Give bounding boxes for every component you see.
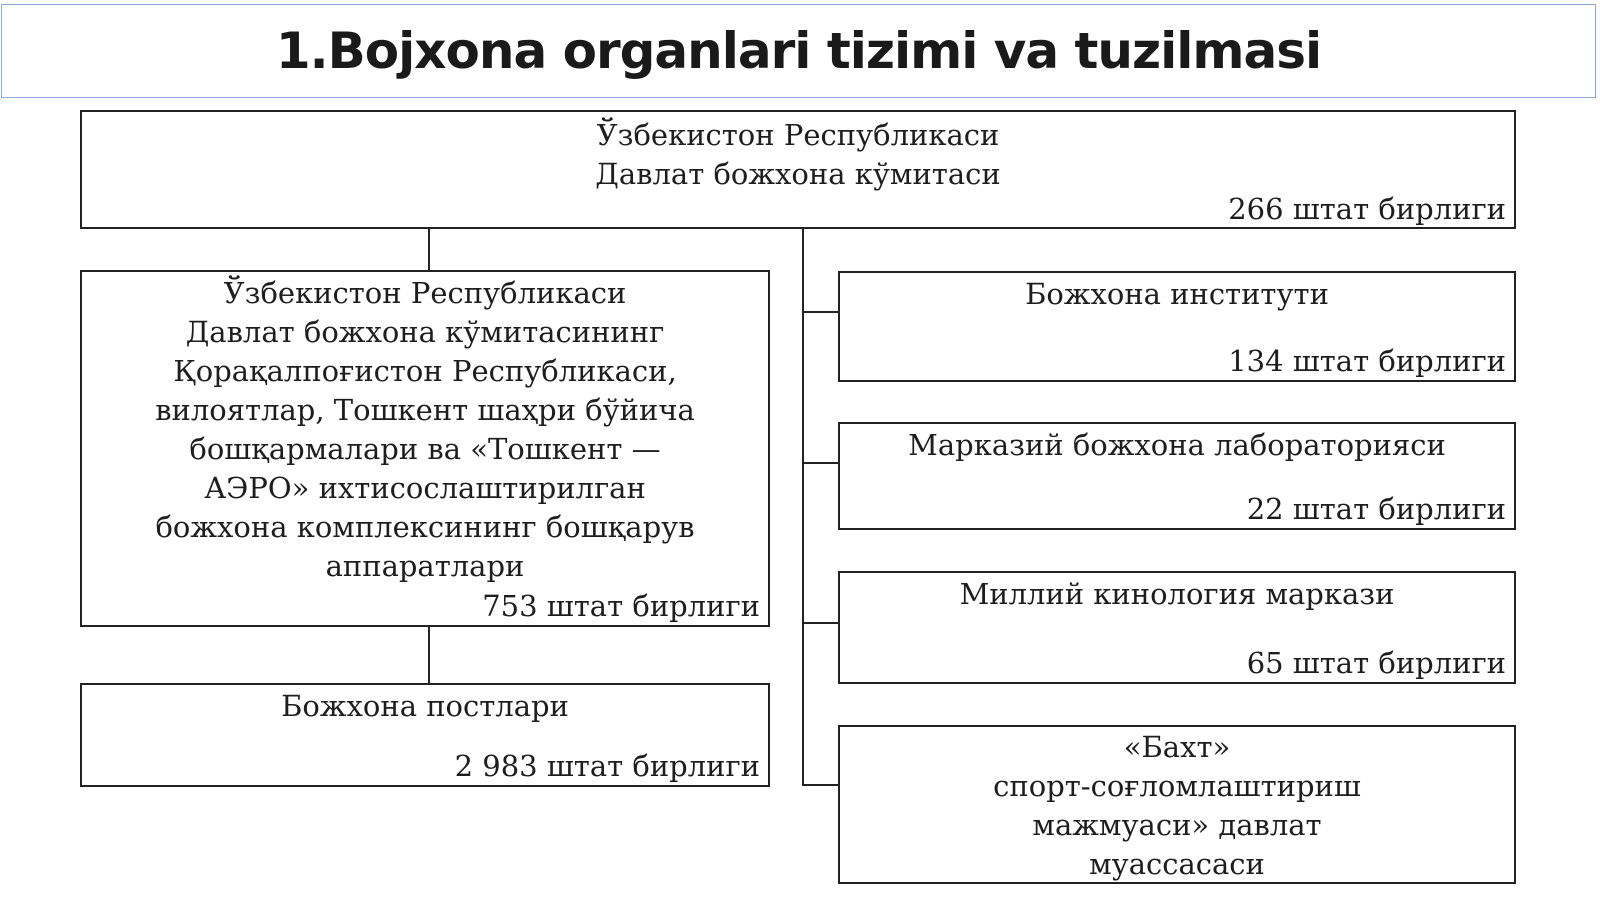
connector-to-institute [802,311,838,313]
regional-name-line: Давлат божхона кўмитасининг [185,315,665,349]
laboratory-staff: 22 штат бирлиги [1246,492,1506,526]
regional-administrations-box [80,270,770,627]
customs-posts-box [80,683,770,787]
connector-committee-to-regional [428,228,430,271]
committee-name-line: Давлат божхона кўмитаси [595,157,1001,191]
sport-complex-box [838,725,1516,884]
cynology-center-box [838,571,1516,684]
committee-name-line: Ўзбекистон Республикаси [596,118,1000,152]
regional-name-line: Қорақалпоғистон Республикаси, [173,354,677,388]
cynology-name: Миллий кинология маркази [959,577,1395,611]
regional-name-line: божхона комплексининг бошқарув [155,510,695,544]
regional-name-line: Ўзбекистон Республикаси [223,276,627,310]
sport-name [840,728,1514,884]
laboratory-name: Марказий божхона лабораторияси [908,428,1446,462]
sport-name-line: «Бахт» [1123,730,1231,764]
customs-institute-box [838,271,1516,382]
sport-name-line: спорт-соғломлаштириш [993,769,1361,803]
central-laboratory-box [838,422,1516,530]
regional-name-line: вилоятлар, Тошкент шаҳри бўйича [155,393,695,427]
posts-staff: 2 983 штат бирлиги [454,749,760,783]
regional-name-line: АЭРО» ихтисослаштирилган [204,471,646,505]
regional-name-line: аппаратлари [325,549,525,583]
institute-name: Божхона институти [1025,277,1329,311]
title-bar [1,4,1596,98]
sport-name-line: мажмуаси» давлат [1032,808,1322,842]
committee-box [80,110,1516,229]
posts-name: Божхона постлари [281,689,569,723]
connector-to-laboratory [802,462,838,464]
connector-regional-to-posts [428,626,430,684]
connector-to-cynology [802,622,838,624]
regional-staff: 753 штат бирлиги [482,589,760,623]
connector-to-sport [802,784,838,786]
committee-name [82,116,1514,194]
committee-staff: 266 штат бирлиги [1228,192,1506,226]
page-title: 1.Bojxona organlari tizimi va tuzilmasi [275,22,1322,80]
sport-name-line: муассасаси [1089,847,1265,881]
regional-name [82,274,768,586]
regional-name-line: бошқармалари ва «Тошкент — [189,432,661,466]
institute-staff: 134 штат бирлиги [1228,344,1506,378]
cynology-staff: 65 штат бирлиги [1246,646,1506,680]
